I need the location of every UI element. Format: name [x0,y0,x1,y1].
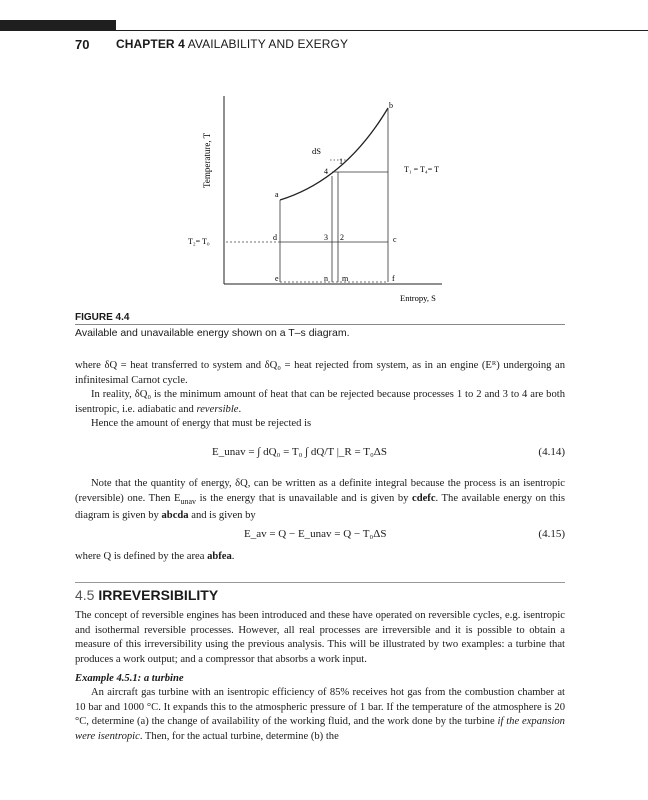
point-4: 4 [324,167,328,176]
figure-rule [75,324,565,325]
point-e: e [275,274,279,283]
section-rule [75,582,565,583]
example-text-b: . Then, for the actual turbine, determine (b) the [139,730,339,742]
p4-bold-1: cdefc [412,492,436,504]
page-number: 70 [75,37,90,52]
p5-text: where Q is defined by the area [75,551,208,562]
p4-text-d: and is given by [188,510,256,522]
point-a: a [275,190,279,199]
section-paragraph: The concept of reversible engines has been introduced and these have operated on reversible cycles, e.g. isentropic and isothermal reversible processes. However, all real processes are irreversible and it is possible to obtain a measure of this irreversibility using the previous analysis. This will be illustrated by two examples: a turbine that produces a work output; and a compressor that absorbs a work input. [75,610,565,665]
x-axis-label: Entropy, S [400,293,436,303]
p2-text: In reality, δQ₀ is the minimum amount of heat that can be rejected because processes 1 to 2 and 3 to 4 are both isentropic, i.e. adiabatic and [75,389,565,415]
example-title: Example 4.5.1: a turbine [75,673,184,684]
paragraph-2 [75,388,565,417]
point-d: d [273,233,277,242]
paragraph-4 [75,477,565,524]
p4-text-b: is the energy that is unavailable and is given by [196,492,413,504]
equation-number-4-14: (4.14) [538,446,565,458]
figure-label: FIGURE 4.4 [75,312,130,323]
process-curve [280,108,388,200]
chapter-title: AVAILABILITY AND EXERGY [187,37,349,51]
ts-diagram [0,0,648,310]
y-axis-label: Temperature, T [202,132,212,188]
example-italic: if the expansion were isentropic [75,716,565,742]
ds-label: dS [312,146,321,156]
section-number: 4.5 [75,587,95,603]
figure-caption: Available and unavailable energy shown on a T–s diagram. [75,327,350,339]
point-1: 1 [339,157,343,166]
equation-number-4-15: (4.15) [538,528,565,540]
point-c: c [393,235,397,244]
equation-4-14: E_unav = ∫ dQ₀ = T₀ ∫ dQ/T |_R = T₀ΔS [212,446,387,458]
point-3: 3 [324,233,328,242]
point-m: m [342,274,349,283]
point-b: b [389,101,393,110]
p5-end: . [231,551,235,562]
equation-4-15: E_av = Q − E_unav = Q − T₀ΔS [244,528,387,540]
p4-sub: unav [180,496,197,506]
p4-bold-2: abcda [161,510,189,522]
point-n: n [324,274,328,283]
t1-label: T₁ = T₄= T [404,165,439,174]
chapter-label: CHAPTER 4 [116,37,185,51]
paragraph-1: where δQ = heat transferred to system and δQ₀ = heat rejected from system, as in an engine (Eᴿ) undergoing an infinitesimal Carnot cycle. [75,360,565,386]
point-2: 2 [340,233,344,242]
section-heading [75,587,218,603]
p4-text-c: . The available energy on this diagram is given by [75,492,565,522]
p2-italic: reversible [196,403,239,415]
point-f: f [392,274,395,283]
paragraph-3: Hence the amount of energy that must be rejected is [91,418,312,429]
example-paragraph [75,686,565,744]
t2-label: T₂= T₀ [188,237,210,246]
paragraph-5 [75,550,234,565]
example-text-a: An aircraft gas turbine with an isentropic efficiency of 85% receives hot gas from the combustion chamber at 10 bar and 1000 °C. It expands this to the atmospheric pressure of 1 bar. If the temperature of the atmosphere is 20 °C, determine (a) the change of availability of the working fluid, and the work done by the turbine [75,687,565,727]
p4-text-a: Note that the quantity of energy, δQ, can be written as a definite integral because the process is an isentropic (reversible) one. Then E [75,478,565,504]
p2-end: . [238,403,242,415]
p5-bold: abfea [207,551,232,562]
section-title: IRREVERSIBILITY [98,587,219,603]
